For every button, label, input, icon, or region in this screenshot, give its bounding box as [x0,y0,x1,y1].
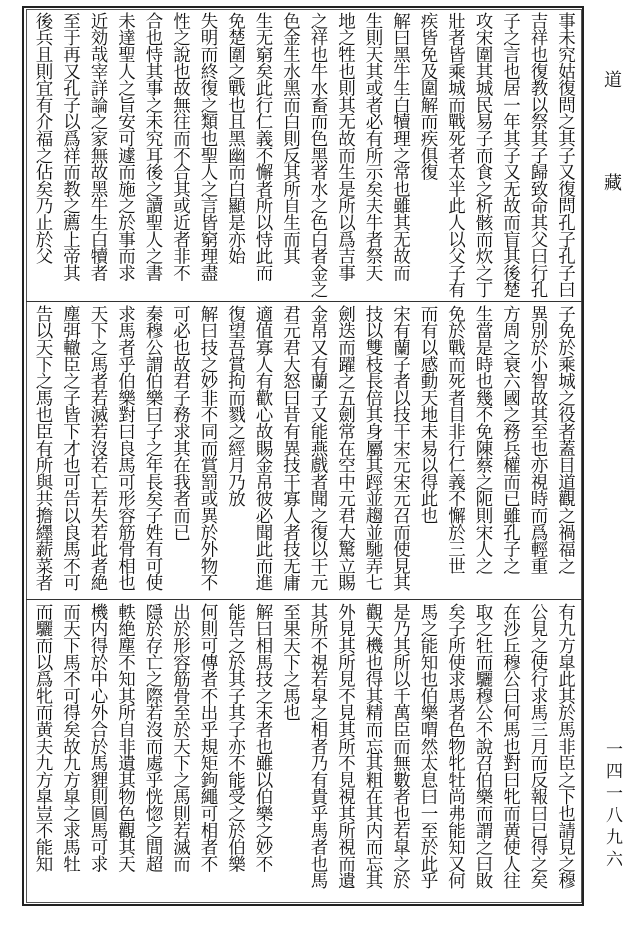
text-column: 之祥也牛水畜而色黑者水之色白者金之 [308,12,328,298]
text-column: 可必也故君子務求其在我者而已 [170,305,191,541]
text-column: 矣子所使求馬者色物牝牡尚弗能知又何 [445,603,466,889]
text-column: 生當是時也幾不免陳蔡之阨則宋人之 [473,305,493,574]
text-column: 復望吾賞拘而戮之經月乃放 [225,305,246,507]
section-divider-top [26,301,582,302]
text-column: 性之說也故無往而不合其或近者非不 [170,12,191,281]
text-column: 至于再又孔子以爲祥而教之薦上帝其 [60,12,81,281]
text-column: 天下之馬者若滅若沒若亡若失若此者絶 [88,305,108,591]
text-column: 解曰相馬技之末者也雖以伯樂之妙不 [253,603,273,872]
text-column: 免於戰而死者目非行仁義不懈於三世 [445,305,466,574]
text-band-bottom [30,603,580,901]
text-column: 合也恃其事之未究耳後之讀聖人之書 [143,12,163,281]
text-column: 而天下馬不可得矣故九方皐之求馬牡 [60,603,81,872]
text-column: 其所不視若皐之相者乃有貴乎馬者也馬 [308,603,328,889]
text-column: 事未究姑復問之其子又復問孔子孔子曰 [555,12,576,298]
text-column: 色金生水黑而白則反其所自生而其 [280,12,301,265]
text-column: 子免於乘城之役者蓋目道觀之禍福之 [555,305,576,574]
text-column: 取之牡而驪穆公不說召伯樂而謂之曰敗 [473,603,493,889]
text-column: 近効哉宰詳論之家無故黑牛生白犢者 [88,12,108,281]
text-column: 失明而終復之類也聖人之言皆窮理盡 [198,12,218,281]
text-column: 何則可傳者不出乎規矩鉤繩可相者不 [198,603,218,872]
text-column: 秦穆公謂伯樂曰子之年長矣子姓有可使 [143,305,163,591]
text-column: 出於形容筋骨至於天下之馬則若滅而 [170,603,191,872]
text-column: 方周之衰六國之務兵權而已雖孔子之 [500,305,521,574]
text-column: 求馬者乎伯樂對曰良馬可形容筋骨相也 [115,305,136,591]
text-column: 地之牲也則其无故而生是所以爲吉事 [335,12,356,281]
text-column: 生无窮矣此行仁義不懈者所以恃此而 [253,12,273,281]
text-column: 君元君大怒曰昔有異技干寡人者技无庸 [280,305,301,591]
text-column: 適值寡人有歡心故賜金帛彼必聞此而進 [253,305,273,591]
text-column: 宋有蘭子者以技干宋元宋元召而使見其 [390,305,411,591]
page-folio: 一四一八九六 [602,740,622,872]
text-column: 能告之於其子其子亦不能受之於伯樂 [225,603,246,872]
text-band-middle [30,305,580,597]
text-column: 而驪而以爲牝而黄夫九方皐豈不能知 [33,603,53,872]
text-column: 隱於存亡之際若沒而處乎恍惚之間超 [143,603,163,872]
book-title: 道 藏 [601,70,622,223]
text-column: 疾皆免及圍解而疾俱復 [418,12,438,181]
text-column: 攻宋圍其城民易子而食之析骸而炊之丁 [473,12,493,298]
text-column: 子之言也居一年其子又无故而盲其後楚 [500,12,521,298]
section-divider-bottom [26,599,582,600]
text-column: 觀天機也得其精而忘其粗在其内而忘其 [363,603,383,889]
text-column: 外見其所見不見其所不見視其所視而遺 [335,603,356,889]
text-column: 後兵且則宜有介福之佔矣乃止於父 [33,12,53,265]
text-column: 至果天下之馬也 [280,603,301,721]
text-column: 生則天其或者必有所示矣夫牛者祭天 [363,12,383,281]
text-column: 壯者皆乘城而戰死者太半此人以父子有 [445,12,466,298]
text-column: 解曰黑牛生白犢理之常也雖其无故而 [390,12,411,281]
text-column: 有九方皐此其於馬非臣之下也請見之穆 [555,603,576,889]
text-column: 異別於小智故其至也亦視時而爲輕重 [528,305,548,574]
text-column: 公見之使行求馬三月而反報曰已得之矣 [528,603,548,889]
text-column: 告以天下之馬也臣有所與共擔纆薪菜者 [33,305,53,591]
text-column: 是乃其所以千萬臣而無數者也若皐之於 [390,603,411,889]
text-column: 解曰技之妙非不同而賞罰或異於外物不 [198,305,218,591]
text-column: 技以雙枝長倍其身屬其踁並趨並馳弄七 [363,305,383,591]
text-column: 在沙丘穆公曰何馬也對曰牝而黄使人往 [500,603,521,889]
text-column: 機内得於中心外合於馬貍則圓馬可求 [88,603,108,872]
text-column: 軼絶塵不知其所自非遺其物色觀其天 [115,603,136,872]
text-column: 免楚圍之戰也且黑幽而白顯是亦始 [225,12,246,265]
text-column: 塵弭轍臣之子皆下才也可告以良馬不可 [60,305,81,591]
text-column: 金帛又有蘭子又能燕戲者聞之復以干元 [308,305,328,591]
text-column: 馬之能知也伯樂喟然太息曰一至於此乎 [418,603,438,889]
text-column: 未達聖人之旨安可遽而施之於事而求 [115,12,136,281]
text-column: 吉祥也復教以祭其子歸致命其父曰行孔 [528,12,548,298]
text-column: 而有以感動天地未易以得此也 [418,305,438,524]
text-column: 劍迭而躍之五劍常在空中元君大驚立賜 [335,305,356,591]
text-band-top [30,12,580,299]
